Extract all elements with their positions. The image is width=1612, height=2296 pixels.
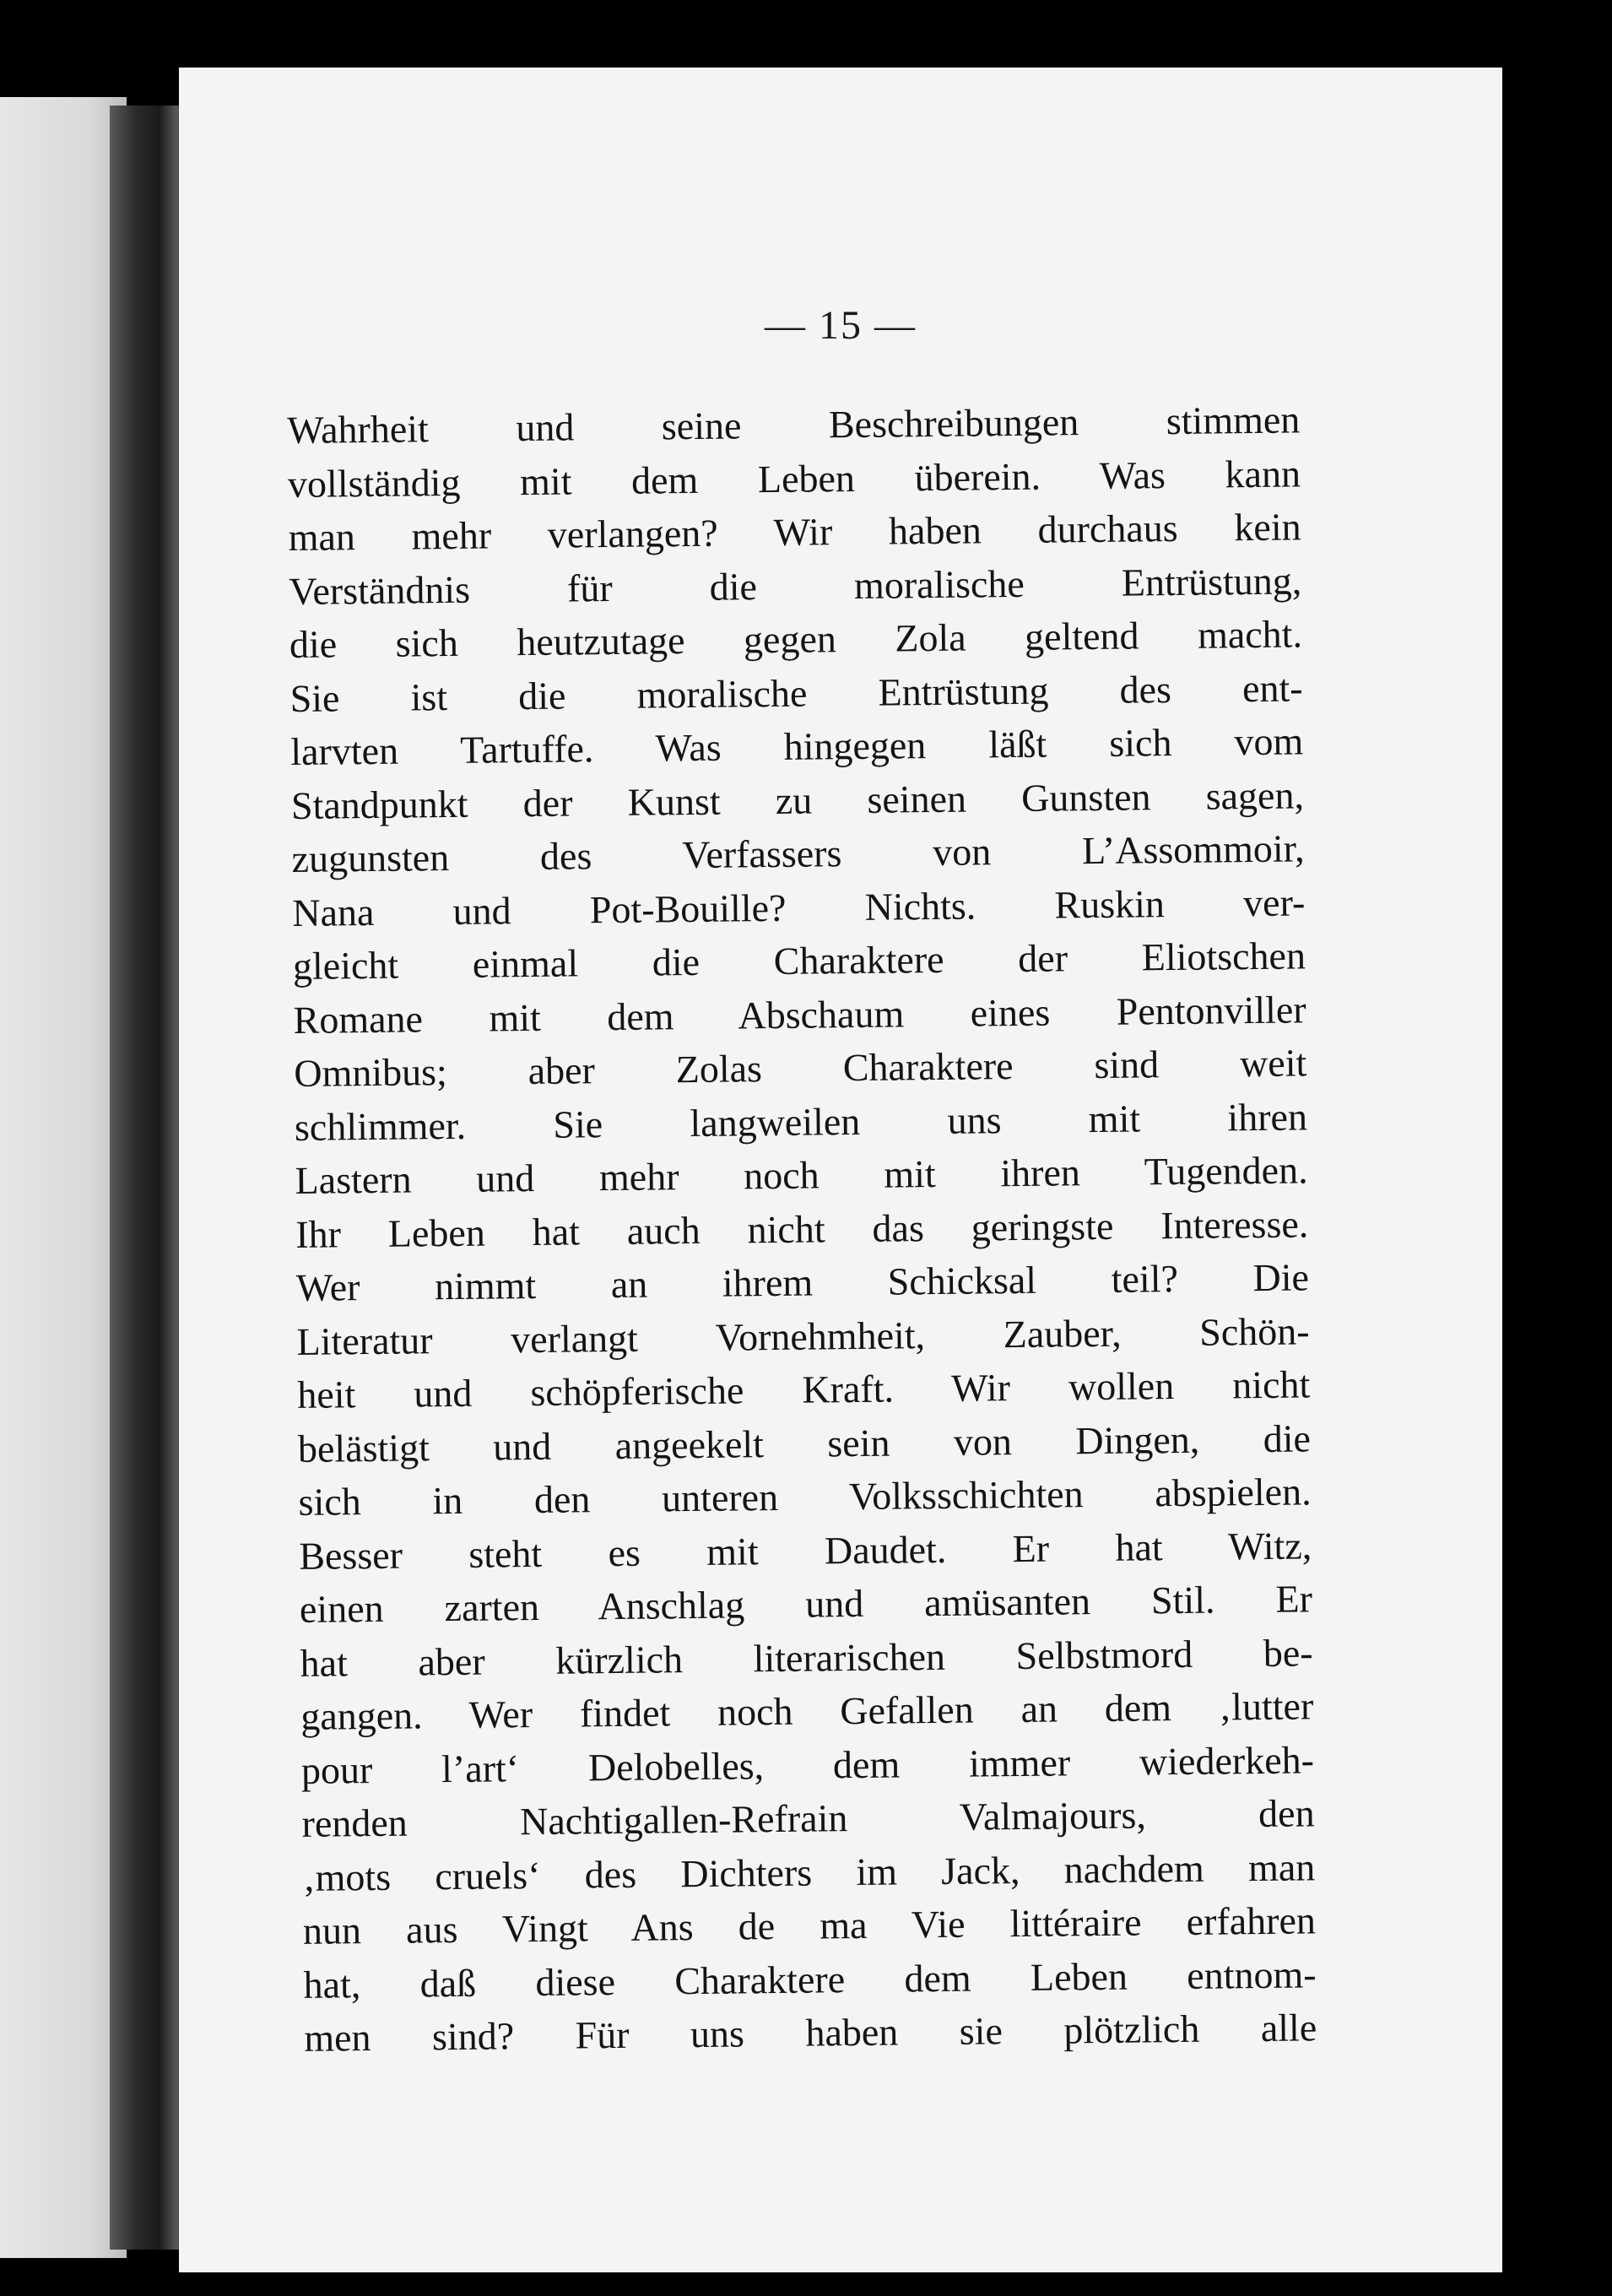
body-text xyxy=(287,393,1317,2065)
text-line: zugunsten des Verfassers von L’Assommoir, xyxy=(291,826,1305,880)
text-line: einen zarten Anschlag und amüsanten Stil. Er xyxy=(299,1577,1313,1631)
page-number: — 15 — xyxy=(765,303,917,348)
text-line: vollständig mit dem Leben überein. Was kann xyxy=(287,451,1301,506)
text-line: Verständnis für die moralische Entrüstung, xyxy=(289,558,1302,613)
text-line: belästigt und angeekelt sein von Dingen, die xyxy=(297,1416,1312,1470)
text-line: gleicht einmal die Charaktere der Eliotschen xyxy=(292,934,1306,988)
text-line: sich in den unteren Volksschichten abspielen. xyxy=(298,1470,1312,1524)
text-line: schlimmer. Sie langweilen uns mit ihren xyxy=(294,1094,1308,1149)
text-line: heit und schöpferische Kraft. Wir wollen nicht xyxy=(297,1362,1311,1416)
text-line: nun aus Vingt Ans de ma Vie littéraire erfahren xyxy=(302,1898,1317,1952)
text-line: Lastern und mehr noch mit ihren Tugenden. xyxy=(295,1148,1308,1202)
text-line: men sind? Für uns haben sie plötzlich alle xyxy=(304,2006,1317,2060)
text-line: Nana und Pot-Bouille? Nichts. Ruskin ver- xyxy=(292,880,1306,934)
text-line: hat, daß diese Charaktere dem Leben entnom- xyxy=(303,1952,1317,2006)
text-line: Wahrheit und seine Beschreibungen stimmen xyxy=(287,398,1301,452)
text-line: Wer nimmt an ihrem Schicksal teil? Die xyxy=(295,1255,1310,1309)
text-line: Standpunkt der Kunst zu seinen Gunsten sagen, xyxy=(290,772,1305,827)
text-line: gangen. Wer findet noch Gefallen an dem ‚lutter xyxy=(300,1684,1314,1738)
text-line: Romane mit dem Abschaum eines Pentonviller xyxy=(293,987,1306,1042)
text-line: Omnibus; aber Zolas Charaktere sind weit xyxy=(294,1041,1307,1095)
text-line: Besser steht es mit Daudet. Er hat Witz, xyxy=(299,1523,1312,1578)
book-page xyxy=(179,68,1502,2272)
text-line: ‚mots cruels‘ des Dichters im Jack, nachdem man xyxy=(302,1844,1316,1899)
text-line: man mehr verlangen? Wir haben durchaus kein xyxy=(288,505,1301,559)
text-line: Ihr Leben hat auch nicht das geringste Interesse. xyxy=(295,1201,1309,1256)
text-line: larvten Tartuffe. Was hingegen läßt sich vom xyxy=(290,719,1304,773)
text-line: Sie ist die moralische Entrüstung des ent- xyxy=(289,665,1303,720)
text-line: pour l’art‘ Delobelles, dem immer wiederkeh- xyxy=(300,1737,1315,1792)
text-line: renden Nachtigallen-Refrain Valmajours, den xyxy=(301,1791,1315,1845)
text-line: Literatur verlangt Vornehmheit, Zauber, Schön- xyxy=(296,1308,1310,1363)
text-line: die sich heutzutage gegen Zola geltend macht. xyxy=(289,612,1303,666)
left-page-edge xyxy=(0,97,127,2258)
book-gutter xyxy=(110,106,186,2250)
text-line: hat aber kürzlich literarischen Selbstmord be- xyxy=(300,1630,1313,1685)
